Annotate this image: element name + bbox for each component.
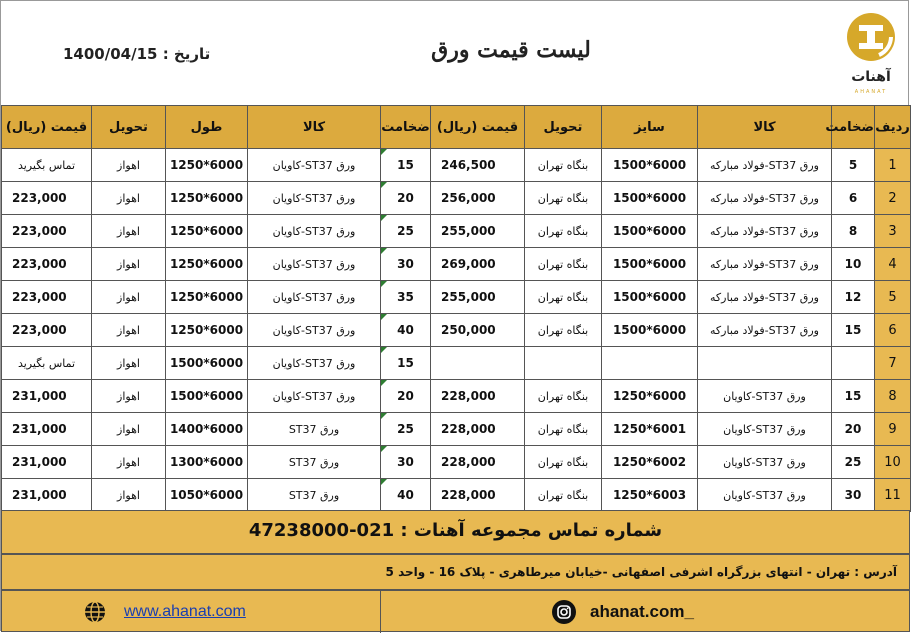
table-row — [2, 182, 911, 215]
row-number-cell: 10 — [875, 446, 911, 479]
size-cell: 6002*1250 — [602, 446, 698, 479]
row-number-cell: 5 — [875, 281, 911, 314]
item-cell: ورق ST37-فولاد مبارکه — [698, 248, 832, 281]
price-cell: 228,000 — [431, 380, 525, 413]
date — [63, 45, 210, 63]
delivery-cell-2: اهواز — [92, 182, 166, 215]
item-cell-2: ورق ST37-کاویان — [248, 215, 381, 248]
item-cell-2: ورق ST37-کاویان — [248, 248, 381, 281]
instagram-icon — [552, 600, 576, 624]
col-header-delivery: تحویل — [525, 106, 602, 149]
delivery-cell-2: اهواز — [92, 215, 166, 248]
logo — [839, 9, 903, 99]
size-cell: 6000*1500 — [602, 149, 698, 182]
item-cell: ورق ST37-فولاد مبارکه — [698, 314, 832, 347]
thickness-cell-2: 25 — [381, 215, 431, 248]
thickness-cell: 30 — [832, 479, 875, 512]
item-cell-2: ورق ST37-کاویان — [248, 347, 381, 380]
col-header-price: قیمت (ریال) — [431, 106, 525, 149]
row-number-cell: 6 — [875, 314, 911, 347]
length-cell: 6000*1250 — [166, 215, 248, 248]
table-row — [2, 479, 911, 512]
price-cell: 228,000 — [431, 479, 525, 512]
delivery-cell-2: اهواز — [92, 380, 166, 413]
length-cell: 6000*1250 — [166, 182, 248, 215]
logo-icon — [839, 9, 903, 69]
delivery-cell-2: اهواز — [92, 479, 166, 512]
col-header-price-2: قیمت (ریال) — [2, 106, 92, 149]
footer-bar — [1, 590, 910, 632]
row-number-cell: 7 — [875, 347, 911, 380]
thickness-cell: 20 — [832, 413, 875, 446]
item-cell: ورق ST37-کاویان — [698, 413, 832, 446]
table-row — [2, 380, 911, 413]
row-number-cell: 11 — [875, 479, 911, 512]
thickness-cell: 5 — [832, 149, 875, 182]
delivery-cell: بنگاه تهران — [525, 149, 602, 182]
col-header-row-number: ردیف — [875, 106, 911, 149]
table-row — [2, 149, 911, 182]
thickness-cell-2: 20 — [381, 182, 431, 215]
size-cell: 6000*1250 — [602, 380, 698, 413]
delivery-cell: بنگاه تهران — [525, 281, 602, 314]
delivery-cell — [525, 347, 602, 380]
price-cell: 255,000 — [431, 215, 525, 248]
contact-bar: شماره تماس مجموعه آهنات : 021-47238000 — [1, 510, 910, 554]
price-table — [1, 105, 911, 512]
size-cell: 6001*1250 — [602, 413, 698, 446]
address-bar: آدرس : تهران - انتهای بزرگراه اشرفی اصفهانی -خیابان میرطاهری - پلاک 16 - واحد 5 — [1, 554, 910, 590]
thickness-cell-2: 35 — [381, 281, 431, 314]
size-cell: 6000*1500 — [602, 182, 698, 215]
price-cell: 255,000 — [431, 281, 525, 314]
instagram-link-group[interactable] — [552, 600, 694, 624]
item-cell: ورق ST37-فولاد مبارکه — [698, 215, 832, 248]
delivery-cell: بنگاه تهران — [525, 314, 602, 347]
col-header-delivery-2: تحویل — [92, 106, 166, 149]
table-row — [2, 314, 911, 347]
size-cell: 6003*1250 — [602, 479, 698, 512]
row-number-cell: 9 — [875, 413, 911, 446]
delivery-cell-2: اهواز — [92, 149, 166, 182]
price-cell: 250,000 — [431, 314, 525, 347]
length-cell: 6000*1500 — [166, 380, 248, 413]
logo-subtext: AHANAT — [854, 89, 888, 95]
thickness-cell: 15 — [832, 314, 875, 347]
date-value: 1400/04/15 — [63, 45, 158, 63]
col-header-thickness-2: ضخامت — [381, 106, 431, 149]
delivery-cell: بنگاه تهران — [525, 413, 602, 446]
item-cell — [698, 347, 832, 380]
thickness-cell — [832, 347, 875, 380]
item-cell: ورق ST37-کاویان — [698, 479, 832, 512]
delivery-cell-2: اهواز — [92, 413, 166, 446]
length-cell: 6000*1250 — [166, 281, 248, 314]
item-cell: ورق ST37-کاویان — [698, 380, 832, 413]
size-cell: 6000*1500 — [602, 215, 698, 248]
row-number-cell: 3 — [875, 215, 911, 248]
row-number-cell: 2 — [875, 182, 911, 215]
col-header-item: کالا — [698, 106, 832, 149]
item-cell: ورق ST37-فولاد مبارکه — [698, 149, 832, 182]
row-number-cell: 4 — [875, 248, 911, 281]
size-cell: 6000*1500 — [602, 314, 698, 347]
row-number-cell: 1 — [875, 149, 911, 182]
price-cell-2: 223,000 — [2, 248, 92, 281]
length-cell: 6000*1250 — [166, 314, 248, 347]
item-cell-2: ورق ST37 — [248, 413, 381, 446]
item-cell-2: ورق ST37-کاویان — [248, 182, 381, 215]
price-cell — [431, 347, 525, 380]
col-header-size: سایز — [602, 106, 698, 149]
table-row — [2, 413, 911, 446]
item-cell-2: ورق ST37-کاویان — [248, 281, 381, 314]
delivery-cell: بنگاه تهران — [525, 380, 602, 413]
length-cell: 6000*1050 — [166, 479, 248, 512]
price-cell-2: 231,000 — [2, 446, 92, 479]
price-cell: 228,000 — [431, 413, 525, 446]
price-cell: 256,000 — [431, 182, 525, 215]
size-cell: 6000*1500 — [602, 248, 698, 281]
price-cell-2: 223,000 — [2, 281, 92, 314]
length-cell: 6000*1400 — [166, 413, 248, 446]
website-link[interactable]: www.ahanat.com — [124, 603, 246, 620]
thickness-cell-2: 15 — [381, 149, 431, 182]
globe-icon — [84, 601, 106, 623]
item-cell-2: ورق ST37 — [248, 479, 381, 512]
thickness-cell: 15 — [832, 380, 875, 413]
delivery-cell-2: اهواز — [92, 281, 166, 314]
size-cell — [602, 347, 698, 380]
price-cell-2: 223,000 — [2, 215, 92, 248]
length-cell: 6000*1250 — [166, 149, 248, 182]
delivery-cell: بنگاه تهران — [525, 182, 602, 215]
thickness-cell: 10 — [832, 248, 875, 281]
price-cell: 269,000 — [431, 248, 525, 281]
price-cell-2: 231,000 — [2, 380, 92, 413]
price-cell-2: 223,000 — [2, 182, 92, 215]
thickness-cell: 8 — [832, 215, 875, 248]
item-cell: ورق ST37-فولاد مبارکه — [698, 182, 832, 215]
thickness-cell-2: 25 — [381, 413, 431, 446]
length-cell: 6000*1500 — [166, 347, 248, 380]
page-title: لیست قیمت ورق — [431, 37, 591, 63]
price-cell-2: تماس بگیرید — [2, 347, 92, 380]
price-cell-2: 231,000 — [2, 413, 92, 446]
row-number-cell: 8 — [875, 380, 911, 413]
delivery-cell: بنگاه تهران — [525, 479, 602, 512]
thickness-cell-2: 20 — [381, 380, 431, 413]
thickness-cell-2: 40 — [381, 479, 431, 512]
item-cell-2: ورق ST37-کاویان — [248, 380, 381, 413]
table-row — [2, 248, 911, 281]
table-header-row — [2, 106, 911, 149]
footer-divider — [380, 591, 381, 633]
thickness-cell-2: 30 — [381, 446, 431, 479]
price-cell-2: 223,000 — [2, 314, 92, 347]
price-cell: 228,000 — [431, 446, 525, 479]
instagram-handle[interactable]: ahanat.com_ — [590, 602, 694, 621]
delivery-cell: بنگاه تهران — [525, 215, 602, 248]
logo-text: آهنات — [851, 69, 891, 85]
delivery-cell-2: اهواز — [92, 314, 166, 347]
col-header-thickness: ضخامت — [832, 106, 875, 149]
delivery-cell-2: اهواز — [92, 446, 166, 479]
thickness-cell-2: 15 — [381, 347, 431, 380]
thickness-cell: 12 — [832, 281, 875, 314]
table-row — [2, 281, 911, 314]
length-cell: 6000*1250 — [166, 248, 248, 281]
delivery-cell: بنگاه تهران — [525, 446, 602, 479]
col-header-length: طول — [166, 106, 248, 149]
delivery-cell-2: اهواز — [92, 347, 166, 380]
table-row — [2, 446, 911, 479]
length-cell: 6000*1300 — [166, 446, 248, 479]
thickness-cell-2: 30 — [381, 248, 431, 281]
col-header-item-2: کالا — [248, 106, 381, 149]
website-link-group[interactable] — [84, 601, 246, 623]
delivery-cell: بنگاه تهران — [525, 248, 602, 281]
date-label: تاریخ : — [162, 45, 211, 63]
item-cell: ورق ST37-کاویان — [698, 446, 832, 479]
price-cell-2: 231,000 — [2, 479, 92, 512]
item-cell-2: ورق ST37 — [248, 446, 381, 479]
thickness-cell-2: 40 — [381, 314, 431, 347]
size-cell: 6000*1500 — [602, 281, 698, 314]
thickness-cell: 6 — [832, 182, 875, 215]
thickness-cell: 25 — [832, 446, 875, 479]
item-cell-2: ورق ST37-کاویان — [248, 314, 381, 347]
item-cell: ورق ST37-فولاد مبارکه — [698, 281, 832, 314]
header — [1, 1, 910, 105]
price-cell: 246,500 — [431, 149, 525, 182]
price-cell-2: تماس بگیرید — [2, 149, 92, 182]
item-cell-2: ورق ST37-کاویان — [248, 149, 381, 182]
delivery-cell-2: اهواز — [92, 248, 166, 281]
table-row — [2, 215, 911, 248]
table-row — [2, 347, 911, 380]
